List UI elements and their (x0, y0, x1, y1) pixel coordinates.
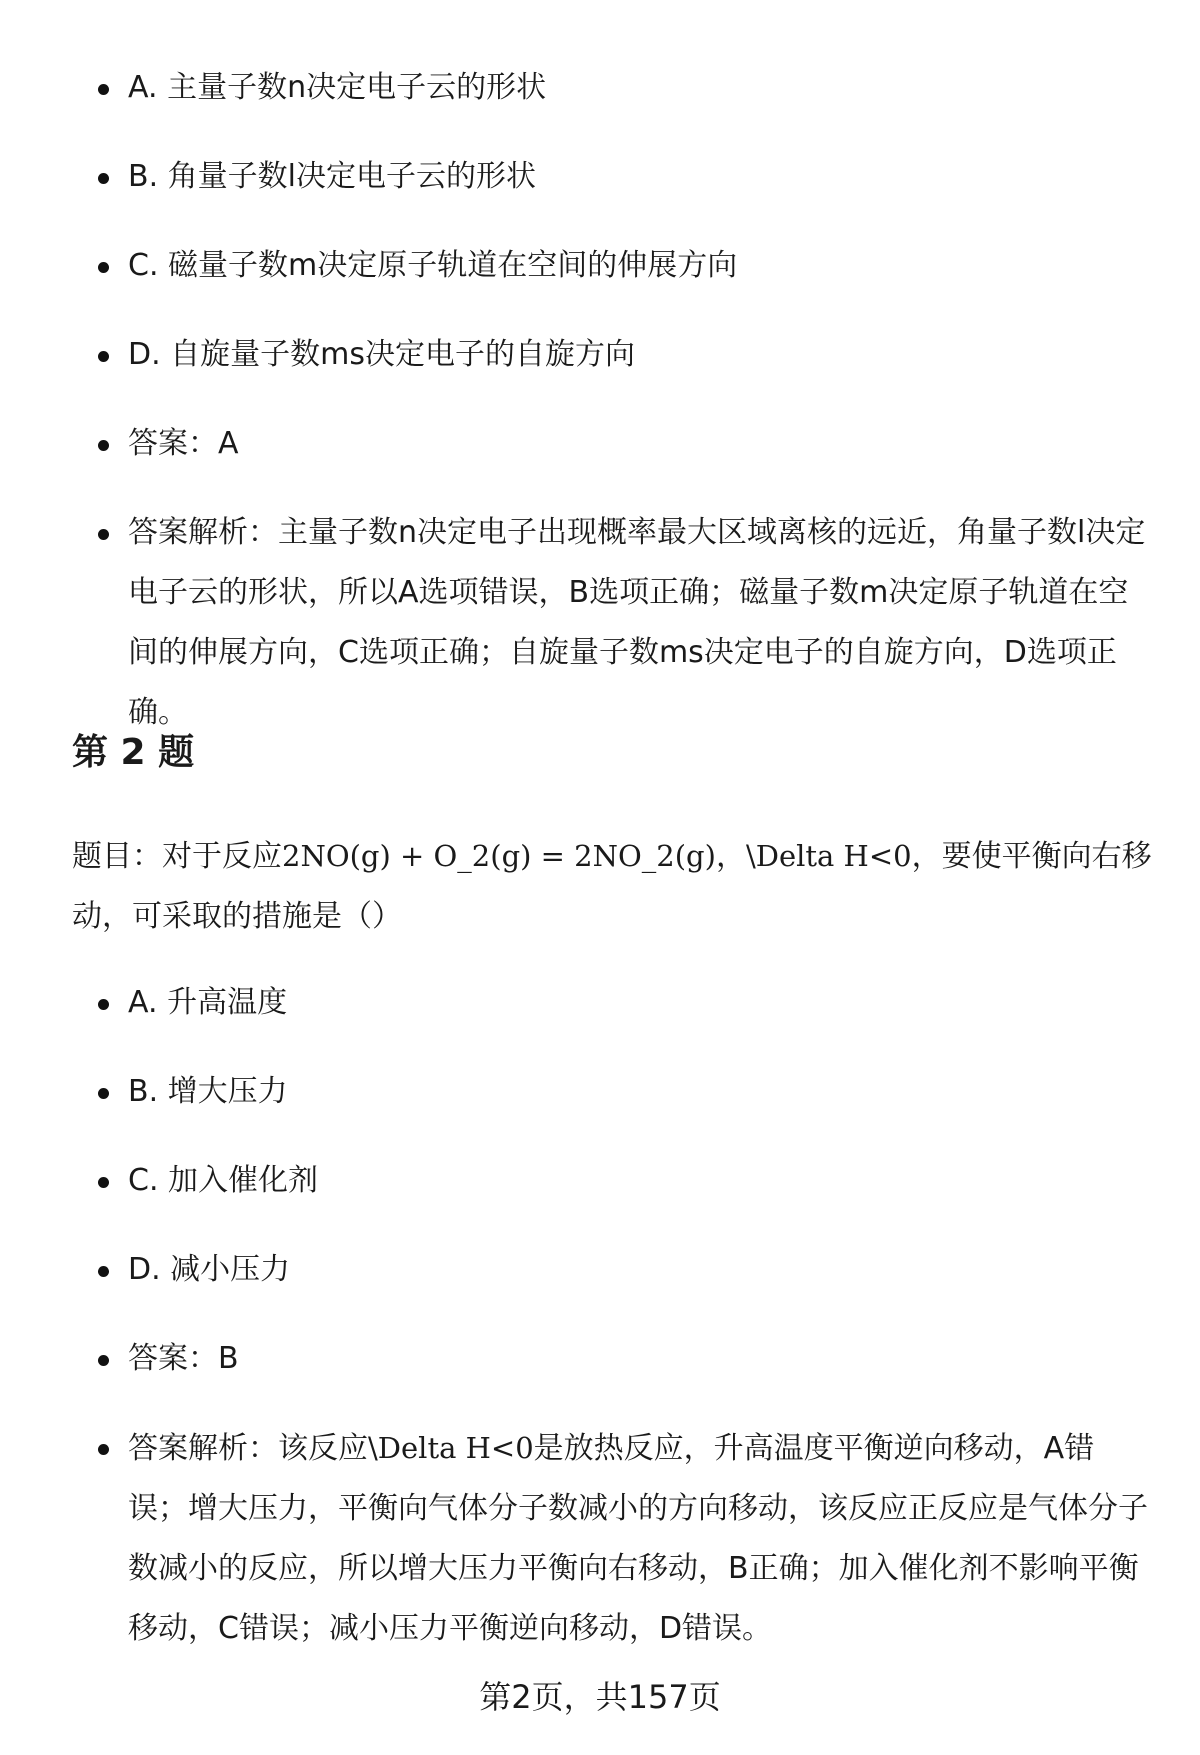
bullet-icon (98, 84, 109, 95)
option-b: B. 角量子数l决定电子云的形状 (128, 159, 536, 194)
list-item (0, 1418, 1200, 1659)
bullet-icon (98, 999, 109, 1010)
answer: 答案：A (128, 426, 239, 461)
option-c: C. 加入催化剂 (128, 1163, 319, 1198)
q1-list (0, 58, 1200, 743)
question-heading: 第 2 题 (72, 732, 195, 773)
question-separator: ， (715, 839, 746, 874)
answer: 答案：B (128, 1341, 239, 1376)
bullet-icon (98, 440, 109, 451)
bullet-icon (98, 1177, 109, 1188)
list-item (0, 1240, 1200, 1329)
bullet-icon (98, 529, 109, 540)
explanation-delta: \Delta H<0 (368, 1431, 534, 1465)
list-item (0, 1062, 1200, 1151)
bullet-icon (98, 1444, 109, 1455)
bullet-icon (98, 1355, 109, 1366)
bullet-icon (98, 173, 109, 184)
question-delta: \Delta H<0 (745, 839, 912, 873)
explanation (128, 1431, 1148, 1646)
q2-list (0, 973, 1200, 1659)
option-a: A. 升高温度 (128, 985, 288, 1020)
option-a: A. 主量子数n决定电子云的形状 (128, 70, 547, 105)
list-item (0, 1151, 1200, 1240)
explanation-suffix: 是放热反应，升高温度平衡逆向移动，A错误；增大压力，平衡向气体分子数减小的方向移动，该反应正反应是气体分子数减小的反应，所以增大压力平衡向右移动，B正确；加入催化剂不影响平衡移动，C错误；减小压力平衡逆向移动，D错误。 (128, 1431, 1148, 1646)
list-item (0, 58, 1200, 147)
list-item (0, 1329, 1200, 1418)
question-equation: 2NO(g) + O_2(g) = 2NO_2(g) (282, 839, 716, 873)
bullet-icon (98, 1266, 109, 1277)
explanation-prefix: 答案解析：该反应 (128, 1431, 368, 1466)
question-prefix: 题目：对于反应 (72, 839, 282, 874)
page-number: 第2页，共157页 (479, 1678, 721, 1716)
bullet-icon (98, 1088, 109, 1099)
list-item (0, 147, 1200, 236)
question-suffix: ，要使平衡向右移动，可采取的措施是（） (72, 839, 1152, 934)
explanation: 答案解析：主量子数n决定电子出现概率最大区域离核的远近，角量子数l决定电子云的形状，所以A选项错误，B选项正确；磁量子数m决定原子轨道在空间的伸展方向，C选项正确；自旋量子数ms决定电子的自旋方向，D选项正确。 (128, 515, 1146, 730)
option-d: D. 减小压力 (128, 1252, 291, 1287)
option-d: D. 自旋量子数ms决定电子的自旋方向 (128, 337, 636, 372)
list-item (0, 236, 1200, 325)
list-item (0, 973, 1200, 1062)
list-item (0, 414, 1200, 503)
bullet-icon (98, 351, 109, 362)
question-text (72, 826, 1152, 947)
list-item (0, 503, 1200, 743)
option-c: C. 磁量子数m决定原子轨道在空间的伸展方向 (128, 248, 738, 283)
bullet-icon (98, 262, 109, 273)
option-b: B. 增大压力 (128, 1074, 288, 1109)
list-item (0, 325, 1200, 414)
